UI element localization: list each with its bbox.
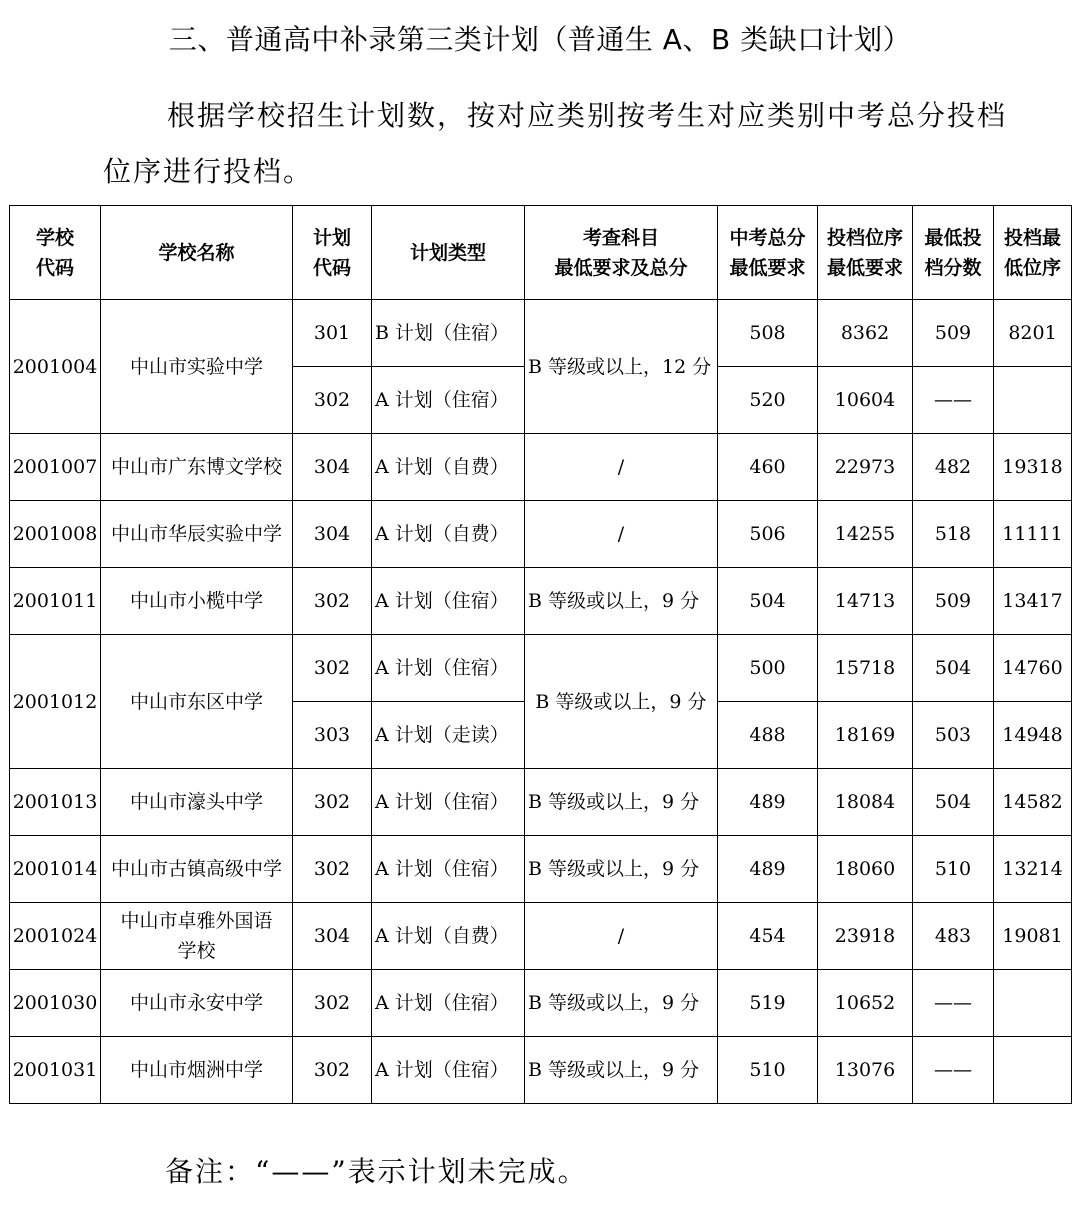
- school-code-cell: 2001031: [10, 1037, 101, 1104]
- min-rank-requirement-cell: 13076: [818, 1037, 913, 1104]
- lowest-rank-cell: 19081: [994, 903, 1072, 970]
- min-rank-requirement-cell: 22973: [818, 434, 913, 501]
- header-school-name: 学校名称: [101, 206, 293, 300]
- plan-code-cell: 304: [293, 903, 372, 970]
- lowest-rank-cell: 14948: [994, 702, 1072, 769]
- header-lowest-admitted-score: 最低投 档分数: [913, 206, 994, 300]
- min-total-cell: 506: [718, 501, 818, 568]
- school-name-cell: 中山市卓雅外国语学校: [101, 903, 293, 970]
- plan-type-cell: A 计划（住宿）: [372, 970, 525, 1037]
- table-row: [10, 434, 1072, 501]
- subject-requirement-cell: /: [525, 903, 718, 970]
- plan-code-cell: 302: [293, 367, 372, 434]
- subject-requirement-cell: B 等级或以上，9 分: [525, 769, 718, 836]
- plan-type-cell: A 计划（住宿）: [372, 1037, 525, 1104]
- lowest-score-cell: ——: [913, 970, 994, 1037]
- school-name-cell: 中山市古镇高级中学: [101, 836, 293, 903]
- min-total-cell: 489: [718, 836, 818, 903]
- lowest-score-cell: 518: [913, 501, 994, 568]
- lowest-score-cell: 483: [913, 903, 994, 970]
- min-total-cell: 508: [718, 300, 818, 367]
- school-code-cell: 2001007: [10, 434, 101, 501]
- lowest-rank-cell: [994, 1037, 1072, 1104]
- lowest-score-cell: 482: [913, 434, 994, 501]
- table-row: [10, 568, 1072, 635]
- lowest-score-cell: 509: [913, 568, 994, 635]
- table-row: [10, 1037, 1072, 1104]
- lowest-rank-cell: [994, 970, 1072, 1037]
- lowest-rank-cell: 13214: [994, 836, 1072, 903]
- school-name-cell: 中山市濠头中学: [101, 769, 293, 836]
- school-code-cell: 2001011: [10, 568, 101, 635]
- plan-type-cell: A 计划（自费）: [372, 501, 525, 568]
- school-code-cell: 2001008: [10, 501, 101, 568]
- admission-plan-table: [9, 205, 1072, 1104]
- min-total-cell: 489: [718, 769, 818, 836]
- plan-code-cell: 302: [293, 568, 372, 635]
- school-code-cell: 2001013: [10, 769, 101, 836]
- min-rank-requirement-cell: 14713: [818, 568, 913, 635]
- min-total-cell: 510: [718, 1037, 818, 1104]
- plan-code-cell: 302: [293, 970, 372, 1037]
- lowest-rank-cell: 8201: [994, 300, 1072, 367]
- plan-type-cell: B 计划（住宿）: [372, 300, 525, 367]
- plan-type-cell: A 计划（住宿）: [372, 635, 525, 702]
- school-name-cell: 中山市永安中学: [101, 970, 293, 1037]
- school-code-cell: 2001014: [10, 836, 101, 903]
- lowest-rank-cell: 19318: [994, 434, 1072, 501]
- footnote: 备注：“——”表示计划未完成。: [165, 1155, 588, 1188]
- school-code-cell: 2001012: [10, 635, 101, 769]
- min-rank-requirement-cell: 8362: [818, 300, 913, 367]
- table-row: [10, 836, 1072, 903]
- header-subject-requirement: 考查科目 最低要求及总分: [525, 206, 718, 300]
- subject-requirement-cell: B 等级或以上，9 分: [525, 635, 718, 769]
- lowest-score-cell: 504: [913, 635, 994, 702]
- table-row: [10, 970, 1072, 1037]
- school-name-cell: 中山市烟洲中学: [101, 1037, 293, 1104]
- header-plan-type: 计划类型: [372, 206, 525, 300]
- lowest-rank-cell: [994, 367, 1072, 434]
- lowest-score-cell: 510: [913, 836, 994, 903]
- plan-code-cell: 301: [293, 300, 372, 367]
- min-rank-requirement-cell: 23918: [818, 903, 913, 970]
- min-total-cell: 460: [718, 434, 818, 501]
- lowest-score-cell: ——: [913, 1037, 994, 1104]
- school-name-cell: 中山市东区中学: [101, 635, 293, 769]
- lowest-score-cell: 509: [913, 300, 994, 367]
- plan-type-cell: A 计划（住宿）: [372, 568, 525, 635]
- plan-type-cell: A 计划（自费）: [372, 434, 525, 501]
- lowest-rank-cell: 11111: [994, 501, 1072, 568]
- plan-type-cell: A 计划（走读）: [372, 702, 525, 769]
- header-lowest-admitted-rank: 投档最 低位序: [994, 206, 1072, 300]
- table-row: [10, 903, 1072, 970]
- lowest-score-cell: ——: [913, 367, 994, 434]
- plan-code-cell: 302: [293, 769, 372, 836]
- min-rank-requirement-cell: 10604: [818, 367, 913, 434]
- school-name-cell: 中山市实验中学: [101, 300, 293, 434]
- min-total-cell: 454: [718, 903, 818, 970]
- min-total-cell: 519: [718, 970, 818, 1037]
- plan-code-cell: 303: [293, 702, 372, 769]
- table-row: [10, 769, 1072, 836]
- table-row: [10, 635, 1072, 702]
- plan-code-cell: 304: [293, 501, 372, 568]
- plan-type-cell: A 计划（住宿）: [372, 769, 525, 836]
- plan-type-cell: A 计划（住宿）: [372, 367, 525, 434]
- min-total-cell: 488: [718, 702, 818, 769]
- header-plan-code: 计划 代码: [293, 206, 372, 300]
- lowest-score-cell: 503: [913, 702, 994, 769]
- min-total-cell: 504: [718, 568, 818, 635]
- subject-requirement-cell: B 等级或以上，9 分: [525, 836, 718, 903]
- header-min-total-score: 中考总分 最低要求: [718, 206, 818, 300]
- table-header-row: [10, 206, 1072, 300]
- school-name-cell: 中山市华辰实验中学: [101, 501, 293, 568]
- school-code-cell: 2001024: [10, 903, 101, 970]
- lowest-rank-cell: 13417: [994, 568, 1072, 635]
- min-rank-requirement-cell: 15718: [818, 635, 913, 702]
- plan-code-cell: 302: [293, 836, 372, 903]
- lowest-rank-cell: 14582: [994, 769, 1072, 836]
- min-rank-requirement-cell: 18084: [818, 769, 913, 836]
- plan-code-cell: 302: [293, 635, 372, 702]
- min-rank-requirement-cell: 18169: [818, 702, 913, 769]
- subject-requirement-cell: B 等级或以上，12 分: [525, 300, 718, 434]
- subject-requirement-cell: /: [525, 434, 718, 501]
- table-row: [10, 501, 1072, 568]
- header-school-code: 学校 代码: [10, 206, 101, 300]
- plan-code-cell: 302: [293, 1037, 372, 1104]
- lowest-rank-cell: 14760: [994, 635, 1072, 702]
- school-name-cell: 中山市广东博文学校: [101, 434, 293, 501]
- subject-requirement-cell: B 等级或以上，9 分: [525, 970, 718, 1037]
- section-heading: 三、普通高中补录第三类计划（普通生 A、B 类缺口计划）: [168, 23, 912, 56]
- min-total-cell: 520: [718, 367, 818, 434]
- school-code-cell: 2001004: [10, 300, 101, 434]
- intro-paragraph: 根据学校招生计划数，按对应类别按考生对应类别中考总分投档位序进行投档。: [103, 99, 1008, 188]
- school-name-cell: 中山市小榄中学: [101, 568, 293, 635]
- table-row: [10, 300, 1072, 367]
- plan-type-cell: A 计划（住宿）: [372, 836, 525, 903]
- subject-requirement-cell: B 等级或以上，9 分: [525, 1037, 718, 1104]
- plan-code-cell: 304: [293, 434, 372, 501]
- min-rank-requirement-cell: 18060: [818, 836, 913, 903]
- min-rank-requirement-cell: 10652: [818, 970, 913, 1037]
- plan-type-cell: A 计划（自费）: [372, 903, 525, 970]
- subject-requirement-cell: B 等级或以上，9 分: [525, 568, 718, 635]
- min-total-cell: 500: [718, 635, 818, 702]
- lowest-score-cell: 504: [913, 769, 994, 836]
- subject-requirement-cell: /: [525, 501, 718, 568]
- header-min-rank-requirement: 投档位序 最低要求: [818, 206, 913, 300]
- min-rank-requirement-cell: 14255: [818, 501, 913, 568]
- school-code-cell: 2001030: [10, 970, 101, 1037]
